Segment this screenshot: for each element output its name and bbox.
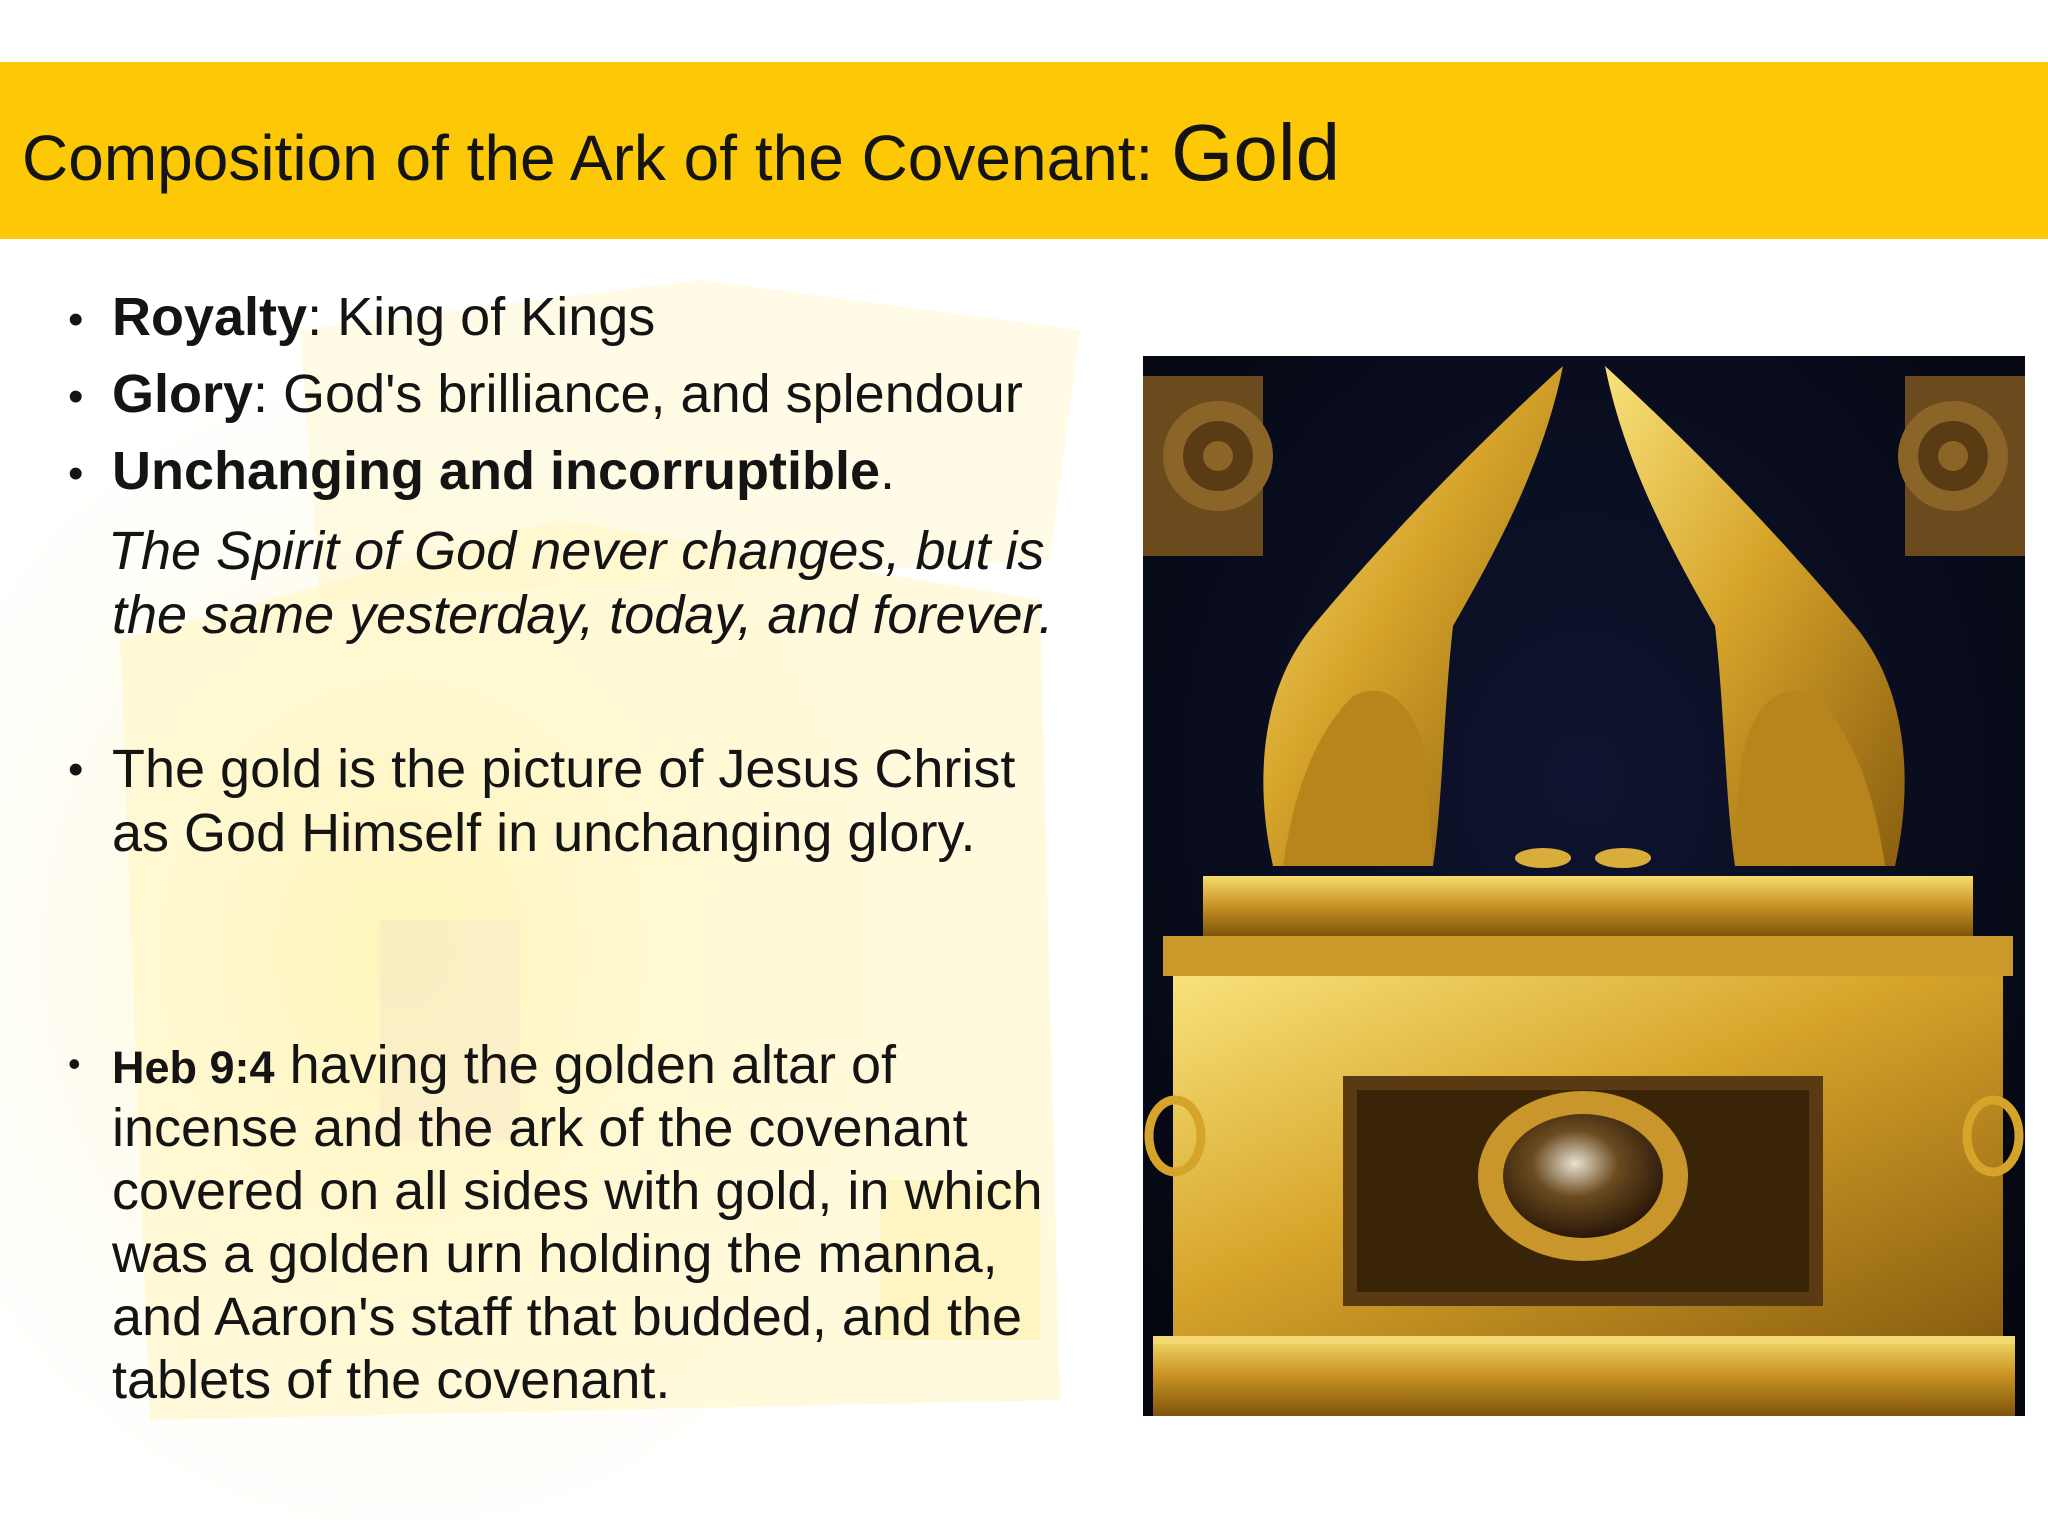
- bullet-royalty: [112, 287, 656, 347]
- gold-picture-line: as God Himself in unchanging glory.: [112, 803, 976, 863]
- scripture-line: tablets of the covenant.: [112, 1350, 671, 1410]
- scripture-line: [112, 1035, 897, 1095]
- ark-of-the-covenant-photo: [1143, 356, 2025, 1416]
- quote-line: the same yesterday, today, and forever.: [112, 585, 1054, 645]
- bullet-text: : God's brilliance, and splendour: [253, 364, 1023, 424]
- gold-picture-line: The gold is the picture of Jesus Christ: [112, 739, 1016, 799]
- bullet-term: Glory: [112, 364, 254, 424]
- bullet-icon: •: [68, 449, 84, 498]
- bullet-term: Unchanging and incorruptible: [112, 441, 880, 501]
- scripture-line: incense and the ark of the covenant: [112, 1098, 968, 1158]
- bullet-icon: •: [68, 295, 84, 344]
- quote-line: The Spirit of God never changes, but is: [108, 521, 1045, 581]
- title-main: Composition of the Ark of the Covenant:: [22, 122, 1172, 194]
- scripture-line: and Aaron's staff that budded, and the: [112, 1287, 1023, 1347]
- bullet-icon: •: [68, 745, 84, 794]
- bullet-term: Royalty: [112, 287, 308, 347]
- bullet-text: : King of Kings: [307, 287, 656, 347]
- bullet-glory: [112, 364, 1023, 424]
- scripture-line: was a golden urn holding the manna,: [112, 1224, 998, 1284]
- scripture-text: having the golden altar of: [274, 1035, 897, 1095]
- bullet-unchanging: [112, 441, 896, 501]
- bullet-icon: •: [68, 372, 84, 421]
- scripture-reference: Heb 9:4: [112, 1042, 275, 1093]
- bullet-icon: •: [68, 1043, 81, 1084]
- title-emphasis: Gold: [1171, 108, 1341, 197]
- scripture-line: covered on all sides with gold, in which: [112, 1161, 1043, 1221]
- bullet-text: .: [880, 441, 896, 501]
